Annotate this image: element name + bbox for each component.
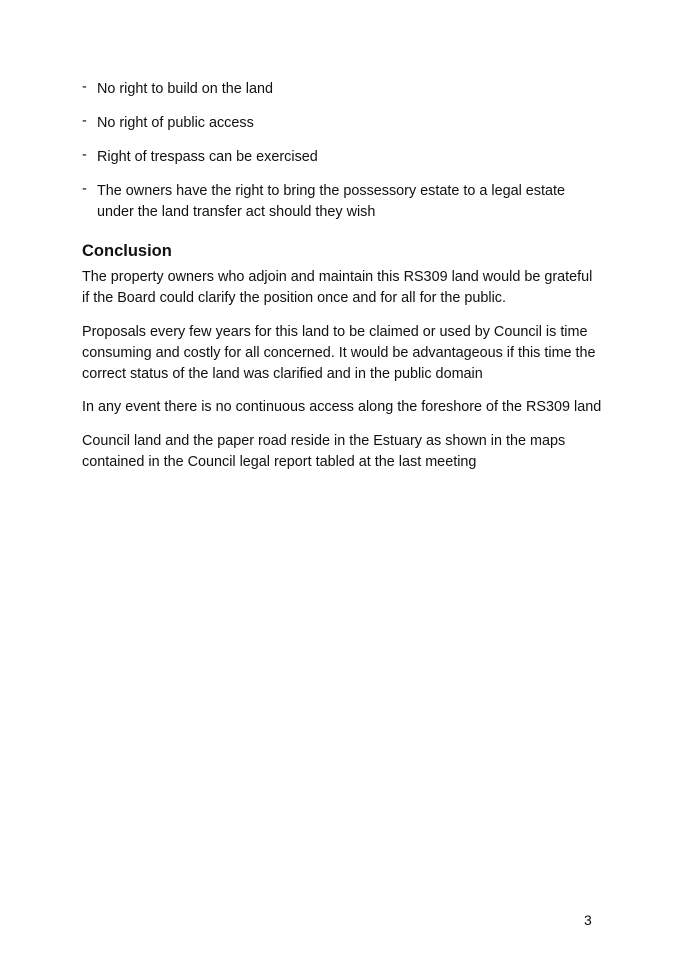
bullet-item-trespass bbox=[82, 147, 602, 168]
bullet-list bbox=[82, 79, 602, 236]
bullet-item-legal-estate bbox=[82, 181, 602, 223]
conclusion-body bbox=[82, 267, 602, 485]
bullet-item-public-access bbox=[82, 113, 602, 134]
bullet-text: Right of trespass can be exercised bbox=[97, 149, 318, 165]
conclusion-paragraph: Council land and the paper road reside in the Estuary as shown in the maps contained in the Council legal report tabled at the last meeting bbox=[82, 432, 566, 470]
conclusion-paragraph: Proposals every few years for this land to be claimed or used by Council is time consuming and costly for all concerned. It would be advantageous if this time the correct status of the land was clarified and in the public domain bbox=[82, 323, 596, 382]
conclusion-paragraph: The property owners who adjoin and maintain this RS309 land would be grateful if the Board could clarify the position once and for all for the public. bbox=[82, 269, 593, 306]
bullet-dash: - bbox=[82, 79, 87, 95]
bullet-item-build bbox=[82, 79, 602, 100]
bullet-text: No right of public access bbox=[97, 115, 254, 131]
bullet-dash: - bbox=[82, 181, 87, 197]
conclusion-heading: Conclusion bbox=[82, 242, 172, 260]
bullet-dash: - bbox=[82, 147, 87, 163]
bullet-text: No right to build on the land bbox=[97, 81, 274, 97]
bullet-text: The owners have the right to bring the possessory estate to a legal estate under the land transfer act should they wish bbox=[97, 183, 565, 220]
page-number: 3 bbox=[584, 912, 592, 928]
conclusion-paragraph: In any event there is no continuous access along the foreshore of the RS309 land bbox=[82, 399, 602, 415]
bullet-dash: - bbox=[82, 113, 87, 129]
